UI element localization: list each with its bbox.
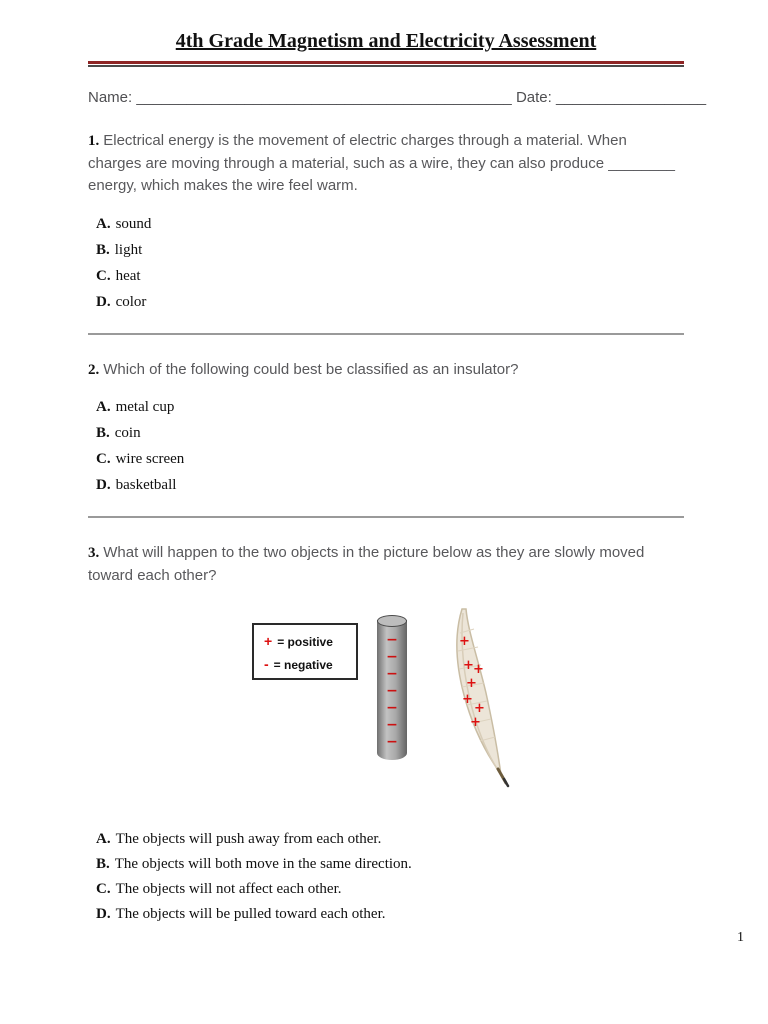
legend-positive-label: = positive — [277, 635, 333, 649]
answer-option — [96, 856, 684, 873]
positive-charge-mark: + — [466, 676, 477, 691]
option-letter: C. — [96, 267, 111, 284]
option-text: heat — [115, 267, 141, 284]
option-letter: B. — [96, 241, 110, 258]
question-2 — [88, 359, 684, 382]
option-text: coin — [114, 425, 141, 441]
option-text: The objects will both move in the same direction. — [114, 856, 412, 872]
option-text: The objects will not affect each other. — [115, 881, 342, 897]
plus-symbol: + — [264, 633, 273, 649]
legend-negative-row — [264, 656, 350, 672]
positive-charge-mark: + — [463, 658, 474, 673]
section-divider — [88, 333, 684, 335]
name-blank: _____________________________________________ — [136, 89, 512, 106]
option-letter: D. — [96, 906, 111, 922]
answer-option — [96, 268, 684, 285]
question-3-figure — [88, 603, 684, 813]
option-letter: C. — [96, 881, 111, 897]
question-2-text: Which of the following could best be classified as an insulator? — [103, 360, 519, 378]
question-1 — [88, 130, 684, 198]
option-letter: C. — [96, 451, 111, 467]
question-2-number: 2. — [88, 361, 100, 378]
option-letter: A. — [96, 215, 111, 232]
option-text: basketball — [115, 477, 177, 493]
question-1-options — [96, 216, 684, 311]
negative-charge-mark: − — [386, 666, 398, 682]
section-divider — [88, 516, 684, 518]
answer-option — [96, 451, 684, 468]
option-text: light — [114, 241, 143, 258]
question-3-number: 3. — [88, 545, 100, 561]
negative-charge-mark: − — [386, 717, 398, 733]
negative-charge-mark: − — [386, 632, 398, 648]
option-text: wire screen — [115, 451, 185, 467]
charged-rod-image — [377, 615, 407, 760]
positive-charge-mark: + — [473, 662, 484, 677]
answer-option — [96, 399, 684, 416]
answer-option — [96, 881, 684, 898]
answer-option — [96, 477, 684, 494]
title-divider-thin — [88, 65, 684, 67]
answer-option — [96, 216, 684, 233]
negative-charge-mark: − — [386, 649, 398, 665]
charge-legend — [252, 623, 358, 680]
answer-option — [96, 425, 684, 442]
title-divider-thick — [88, 61, 684, 64]
option-text: The objects will push away from each other. — [115, 831, 382, 847]
option-text: The objects will be pulled toward each other. — [115, 906, 386, 922]
page-title: 4th Grade Magnetism and Electricity Assessment — [175, 30, 597, 52]
question-1-text: Electrical energy is the movement of electric charges through a material. When charges are moving through a material, such as a wire, they can also produce ________ energy, which makes the wire feel warm. — [88, 132, 676, 194]
answer-option — [96, 242, 684, 259]
negative-charge-mark: − — [386, 734, 398, 750]
answer-option — [96, 294, 684, 311]
rod-top — [377, 615, 407, 627]
date-label: Date: — [515, 89, 552, 106]
option-text: metal cup — [115, 399, 175, 415]
positive-charge-mark: + — [462, 692, 473, 707]
date-blank: __________________ — [555, 89, 707, 106]
option-text: color — [115, 293, 147, 310]
option-letter: A. — [96, 831, 111, 847]
charged-feather-image — [440, 603, 520, 793]
positive-charge-mark: + — [474, 701, 485, 716]
option-letter: B. — [96, 425, 110, 441]
minus-symbol: - — [264, 656, 269, 672]
negative-charge-mark: − — [386, 683, 398, 699]
positive-charge-mark: + — [459, 634, 470, 649]
question-2-options — [96, 399, 684, 494]
question-3-options — [96, 831, 684, 923]
question-3-text: What will happen to the two objects in the picture below as they are slowly moved toward each other? — [88, 544, 645, 584]
legend-positive-row — [264, 633, 350, 649]
name-label: Name: — [88, 89, 133, 106]
positive-charge-mark: + — [470, 715, 481, 730]
answer-option — [96, 831, 684, 848]
answer-option — [96, 906, 684, 923]
name-date-line — [88, 89, 707, 106]
option-letter: D. — [96, 293, 111, 310]
negative-charge-mark: − — [386, 700, 398, 716]
question-1-number: 1. — [88, 133, 100, 149]
legend-negative-label: = negative — [273, 658, 333, 672]
option-letter: D. — [96, 477, 111, 493]
feather-graphic — [440, 603, 520, 793]
page-number: 1 — [737, 930, 744, 945]
option-text: sound — [115, 215, 152, 232]
option-letter: B. — [96, 856, 110, 872]
question-3 — [88, 542, 684, 587]
page-content — [88, 30, 707, 931]
option-letter: A. — [96, 399, 111, 415]
